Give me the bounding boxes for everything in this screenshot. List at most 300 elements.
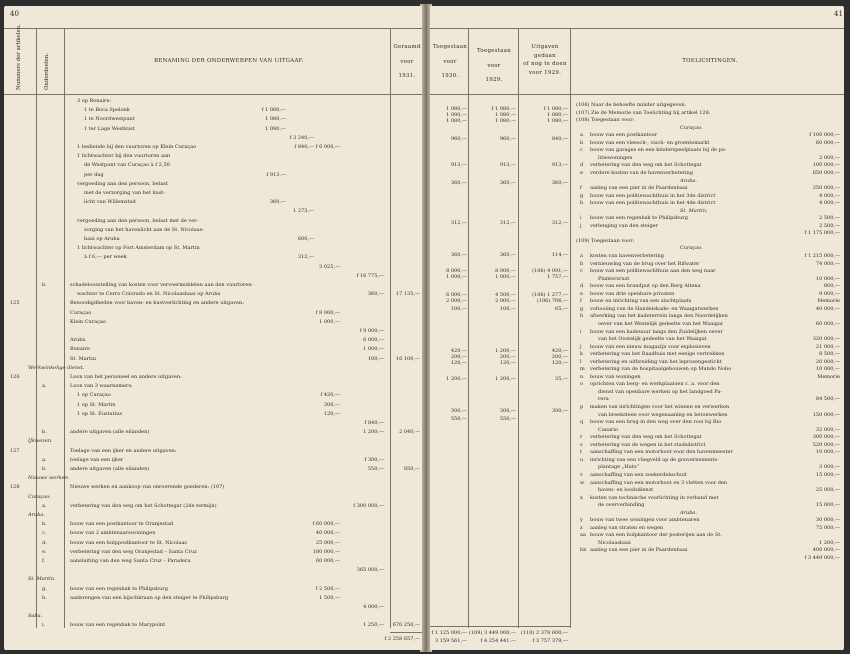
header-uitgaven-line: Uitgaven — [531, 44, 559, 50]
header-bottom-rule — [430, 94, 844, 95]
line-amount: 312,— — [297, 254, 314, 261]
header-geraamd-line: 1931. — [398, 73, 416, 79]
note-amount: 650 000,— — [812, 169, 840, 176]
note-amount: 10 000,— — [815, 275, 840, 282]
note-key: n — [580, 373, 584, 380]
right-total-c0b: 3 159 561,— — [434, 638, 467, 644]
note-key: f — [580, 298, 582, 305]
line-text: andere uitgaven (alle eilanden) — [70, 429, 150, 436]
line-text: vergoeding aan den persoon, belast met de ver- — [77, 217, 199, 224]
right-total-c0: f 1 125 000,— — [431, 630, 467, 636]
line-text: Curaçao. — [28, 493, 51, 500]
note-text: Curaçao. — [680, 124, 703, 131]
note-amount: f 3 449 000,— — [804, 555, 840, 561]
note-amount: 2 000,— — [819, 154, 840, 161]
note-text: bouw van een kadeuuur langs den Zuidelijken oever — [590, 328, 723, 335]
right-page — [430, 6, 844, 650]
amount-cell: (106) 1 277,— — [532, 292, 568, 298]
amount-cell: 550,— — [499, 416, 516, 422]
line-text: de Westpunt van Curaçao à f 2,50 — [84, 162, 170, 169]
line-text: 1 lichtwachter op Fort Amsterdam op St. Martin — [77, 245, 200, 252]
header-toelichtingen: TOELICHTINGEN. — [682, 58, 738, 64]
note-text: verbetering van den weg om het Schottegat — [590, 434, 702, 441]
amount-cell: (106) 706,— — [536, 298, 568, 304]
header-geraamd — [392, 44, 422, 80]
line-amount: f 3 240,— — [289, 134, 314, 141]
note-key: d — [580, 283, 584, 290]
note-text: afwerking van het kadeterrein langs den Noordelijken — [590, 313, 728, 320]
line-text: 1 te Noordwestpunt — [84, 116, 135, 123]
line-amount: f 16 775,— — [356, 272, 384, 279]
note-amount: 10 000,— — [815, 366, 840, 373]
line-text: Curaçao — [70, 309, 92, 316]
note-text: verbetering van den weg om het Schottegat — [590, 162, 702, 169]
onderdeel-letter: i. — [42, 622, 46, 629]
onderdeel-letter: e. — [42, 548, 47, 555]
amount-cell: 913,— — [499, 162, 516, 168]
amount-cell: 2 000,— — [495, 298, 516, 304]
line-amount: 1 080,— — [265, 125, 286, 132]
note-text: aanschaffing van een motorboot voor den havenmeester — [590, 449, 733, 456]
note-key: e — [580, 290, 583, 297]
amount-cell: 65,— — [555, 306, 568, 312]
note-amount: 100 000,— — [812, 162, 840, 169]
onderdeel-letter: a. — [42, 383, 47, 390]
line-amount: 180 000,— — [312, 548, 340, 555]
note-text: (108) Toegestaan voor: — [576, 117, 635, 124]
amount-cell: 200,— — [551, 354, 568, 360]
amount-cell: f 1 080,— — [543, 106, 568, 112]
line-amount: 100,— — [367, 355, 384, 362]
note-key: w — [580, 479, 585, 486]
line-amount: 550,— — [367, 466, 384, 472]
note-text: dienst van openbare werken op het landgoed Pa- — [598, 388, 723, 395]
amount-cell: 1 200,— — [495, 348, 516, 354]
note-amount: 15 000,— — [815, 471, 840, 478]
amount-cell: 913,— — [551, 162, 568, 168]
line-text: IJkwezen. — [28, 438, 53, 445]
line-text: toelage van een ijker — [70, 456, 124, 463]
note-text: bouw en inrichting van een slachtplaats — [590, 298, 692, 305]
line-text: bouw van 2 ambtenaarswoningen — [70, 530, 156, 537]
line-amount: f 6 000,— — [315, 144, 340, 150]
article-number: 126 — [10, 374, 20, 380]
note-amount: 150 000,— — [812, 411, 840, 418]
note-text: maken van inrichtingen voor het winnen en verwerken — [590, 404, 730, 410]
line-text: 1 ter Lage Westkust — [84, 125, 135, 132]
line-text: bouw van een regenbak te Philipsburg — [70, 585, 168, 592]
left-total: f 2 258 657,— — [384, 636, 420, 642]
note-text: (109) Toegestaan voor: — [576, 237, 635, 244]
note-key: e — [580, 169, 583, 176]
amount-cell: 6 000,— — [446, 292, 467, 298]
amount-cell: 1 200,— — [495, 376, 516, 382]
note-amount: Memorie — [817, 298, 840, 305]
note-amount: f 1 175 000,— — [804, 230, 840, 237]
note-key: l — [580, 358, 582, 365]
amount-cell: 200,— — [450, 354, 467, 360]
line-amount: 1 250,— — [363, 622, 384, 629]
note-text: litiewoningen — [598, 154, 633, 161]
line-text: andere uitgaven (alle eilanden) — [70, 466, 150, 472]
onderdeel-letter: b. — [42, 466, 47, 472]
amount-cell: 1 080,— — [495, 112, 516, 118]
line-amount: 1 080,— — [265, 116, 286, 123]
line-amount: f 8 000,— — [315, 309, 340, 316]
note-text: bouw van een hulpkantoor der posterijen aan de St. — [590, 532, 722, 539]
header-top-rule — [4, 28, 422, 29]
note-text: verlenging van den steiger — [590, 222, 659, 229]
note-text: Plantersrust — [598, 275, 630, 282]
amount-cell: 2 000,— — [446, 298, 467, 304]
amount-cell: 1 000,— — [446, 274, 467, 280]
note-text: aanschaffing van een zoekerdekschuit — [590, 471, 687, 478]
note-key: aa — [580, 532, 586, 539]
line-text: 1 op St. Martin — [77, 401, 116, 408]
amount-cell: 360,— — [499, 252, 516, 258]
note-text: St. Martin. — [680, 207, 708, 214]
amount-cell: 840,— — [551, 136, 568, 142]
onderdeel-letter: b. — [42, 429, 47, 436]
note-text: rera — [598, 396, 609, 403]
note-key: k — [580, 351, 584, 358]
note-text: aanleg van een pier in de Paardenbaai — [590, 185, 688, 192]
note-amount: 74 000,— — [815, 260, 840, 267]
article-number: 127 — [10, 447, 20, 454]
line-text: Klein Curaçao — [70, 318, 106, 325]
header-benaming: BENAMING DER ONDERWERPEN VAN UITGAAF. — [154, 58, 304, 64]
note-key: h — [580, 200, 584, 207]
column-rule — [36, 28, 37, 628]
line-amount: f 60 000,— — [312, 521, 340, 528]
amount-cell: 8 000,— — [495, 268, 516, 274]
line-text: schadeloosstelling van kosten voor vervoermiddelen aan den vuurtoren- — [70, 282, 254, 288]
amount-cell: 360,— — [499, 180, 516, 186]
amount-cell: 1 000,— — [495, 274, 516, 280]
onderdeel-letter: d. — [42, 539, 47, 546]
line-text: à f 6,— per week — [84, 254, 127, 261]
note-key: y — [580, 517, 583, 524]
note-amount: 800,— — [823, 283, 840, 290]
note-text: kosten van technische voorlichting in verband met — [590, 494, 719, 501]
note-key: p — [580, 404, 584, 410]
note-text: bouw van een brandput op den Berg Altena — [590, 283, 701, 290]
note-text: aanleg van een pier in de Paardenbaai — [590, 547, 688, 554]
note-text: bouw van een nieuw magazijn voor explosieven — [590, 343, 711, 350]
amount-cell: 360,— — [450, 252, 467, 258]
amount-cell: 913,— — [450, 162, 467, 168]
line-amount: 360,— — [367, 291, 384, 298]
note-amount: 1 200,— — [819, 539, 840, 546]
note-text: aanleg van straten en wegen — [590, 524, 664, 531]
total-rule — [390, 632, 422, 633]
header-bestaan — [432, 44, 468, 80]
note-key: s — [580, 441, 583, 448]
line-amount: 365 000,— — [356, 567, 384, 574]
note-amount: 15 000,— — [815, 502, 840, 509]
note-amount: 32 000,— — [815, 426, 840, 433]
onderdeel-letter: g. — [42, 585, 47, 592]
note-amount: 520 000,— — [812, 441, 840, 448]
line-amount: 25 000,— — [315, 539, 340, 546]
note-key: a — [580, 253, 583, 259]
note-text: de oververbinding — [598, 502, 645, 509]
note-key: g — [580, 192, 584, 199]
note-amount: 320 000,— — [812, 336, 840, 343]
line-amount: 300,— — [323, 401, 340, 408]
onderdeel-letter: h. — [42, 594, 47, 601]
line-amount: 670 250,— — [392, 622, 420, 629]
note-text: bouw van een brug in den weg over den rooi bij Rio — [590, 419, 722, 426]
line-text: Bonaire — [70, 346, 90, 353]
note-amount: Memorie — [817, 373, 840, 380]
line-text: zorging van het havenlicht aan de St. Nicolaas- — [84, 226, 204, 233]
note-text: Aruba. — [680, 177, 697, 184]
amount-cell: 1 080,— — [495, 118, 516, 124]
line-amount: f 2 500,— — [315, 585, 340, 592]
amount-cell: 8 000,— — [446, 268, 467, 274]
note-amount: f 1 215 000,— — [804, 253, 840, 259]
header-bestaan-line: Toegestaan — [432, 44, 468, 50]
amount-cell: 300,— — [551, 408, 568, 414]
header-geraamd-line: voor — [400, 58, 414, 65]
header-bestaan-line: 1930. — [441, 73, 459, 79]
amount-cell: 1 757,— — [547, 274, 568, 280]
line-text: verbetering van den weg om het Schottegat (2de termijn) — [70, 502, 217, 509]
line-text: bouw van een regenbak te Marypoint — [70, 622, 166, 629]
line-amount: 1 200,— — [363, 429, 384, 436]
note-text: bouw van een politiewachthuis in het 3de district — [590, 192, 716, 199]
line-text: Aruba — [70, 337, 86, 344]
note-key: h — [580, 313, 584, 320]
amount-cell: (106) 4 091,— — [532, 268, 568, 274]
note-key: g — [580, 305, 584, 312]
right-total-c3: (110) 2 378 600,— — [520, 630, 568, 636]
line-text: per dag — [84, 171, 104, 178]
line-text: licht van Willemstad — [84, 199, 136, 206]
line-text: 1 lichtwachter bij den vuurtoren aan — [77, 153, 171, 160]
right-total-c1: (109) 3 449 000,— — [468, 630, 516, 636]
line-text: 1 te Boca Spelonk — [84, 107, 130, 114]
note-text: verbetering en uitbreiding van het leprozengesticht — [590, 358, 722, 365]
line-text: Loon van het personeel en andere uitgaven: — [70, 374, 182, 380]
line-text: bouw van een hulppostkantoor te St. Nicolaas — [70, 539, 187, 546]
note-amount: 3 000,— — [819, 464, 840, 471]
note-key: r — [580, 434, 583, 441]
line-text: Benoodigdheden voor haven- en kustverlichting en andere uitgaven: — [70, 300, 244, 307]
note-amount: 9 000,— — [819, 290, 840, 297]
amount-cell: 960,— — [450, 136, 467, 142]
line-amount: 1 000,— — [319, 318, 340, 325]
line-amount: f 840,— — [364, 420, 384, 426]
note-key: c — [580, 268, 583, 275]
header-bestaan-line: voor — [443, 58, 457, 65]
header-toegestaan-line: 1929. — [485, 77, 503, 83]
note-text: vernieuwing van de brug over het Rifwater — [590, 260, 700, 267]
note-text: inrichting van een vliegveld op de gouvernements- — [590, 456, 719, 463]
line-text: Saba. — [28, 613, 43, 620]
right-total-c3b: f 3 757 379,— — [532, 638, 568, 644]
note-text: Curaçao. — [680, 245, 703, 252]
amount-cell: 4 500,— — [495, 292, 516, 298]
note-text: oprichten van berg- en werkplaatsen c. a. voor den — [590, 381, 720, 388]
note-text: van breeksteen voor wegenaanleg en betonwerken — [598, 411, 728, 418]
header-toegestaan-line: voor — [487, 62, 501, 69]
note-text: bouw van garages en een kinderspeelplaats bij de po- — [590, 147, 727, 154]
amount-cell: 100,— — [450, 306, 467, 312]
note-text: verbetering van het Raadhuis met eenige vertrekken — [590, 351, 725, 358]
amount-cell: 120,— — [450, 360, 467, 366]
note-text: aanschaffing van een motorboot en 3 vletten voor den — [590, 479, 728, 486]
note-text: plantage „Hato” — [598, 464, 640, 471]
note-key: d — [580, 162, 584, 169]
amount-cell: 300,— — [499, 408, 516, 414]
onderdeel-letter: f. — [42, 558, 46, 564]
line-text: St. Martin. — [28, 576, 56, 583]
line-amount: f 420,— — [320, 392, 340, 399]
note-amount: 10 000,— — [815, 449, 840, 456]
note-text: bouw van een vleesch-, visch- en groentemarkt — [590, 139, 710, 146]
amount-cell: 300,— — [450, 408, 467, 414]
line-text: 3 op Bonaire: — [77, 98, 112, 104]
line-amount: 1 000,— — [363, 346, 384, 353]
line-amount: 6 000,— — [363, 337, 384, 344]
header-top-rule — [430, 28, 844, 29]
note-text: Aruba. — [680, 509, 697, 516]
line-amount: f 840,— — [294, 144, 314, 150]
header-uitgaven-line: gedaan — [534, 52, 556, 59]
line-text: Loon van 3 waarnemers: — [70, 383, 133, 390]
onderdeel-letter: a. — [42, 502, 47, 509]
line-amount: 850,— — [403, 466, 420, 472]
amount-cell: 360,— — [450, 180, 467, 186]
note-amount: 300 000,— — [812, 434, 840, 441]
note-key: i — [580, 328, 582, 335]
amount-cell: 550,— — [450, 416, 467, 422]
line-amount: 120,— — [323, 410, 340, 417]
line-text: 1 op St. Eustatius — [77, 410, 123, 417]
line-text: aanbrengen van een hijschkraan op den steiger te Philipsburg — [70, 594, 229, 601]
column-rule — [518, 28, 519, 628]
column-rule — [570, 28, 571, 628]
note-text: bouw van twee woningen voor ambtenaren — [590, 517, 700, 524]
note-key: c — [580, 147, 583, 154]
amount-cell: 1 200,— — [446, 376, 467, 382]
line-amount: 16 100,— — [395, 355, 420, 362]
amount-cell: 312,— — [551, 220, 568, 226]
line-amount: f 913,— — [266, 171, 286, 178]
line-text: Nieuwe werken en aankoop van onroerende goederen: (107) — [70, 484, 225, 491]
line-text: wachter te Cerro Colorado en St. Nicolaasbaai op Aruba — [77, 291, 221, 298]
note-amount: 75 000,— — [815, 524, 840, 531]
note-text: verdere kosten van de havenverbetering — [590, 169, 693, 176]
line-text: verbetering van den weg Oranjestad – Santa Cruz — [70, 548, 197, 555]
note-text: (106) Naar de behoefte minder uitgegeven. — [576, 102, 687, 108]
line-amount: 600,— — [297, 236, 314, 242]
amount-cell: 114,— — [551, 252, 568, 258]
note-text: haven- en loodsdienst — [598, 487, 654, 494]
note-amount: f 100 000,— — [809, 132, 840, 139]
line-amount: f 1 080,— — [261, 107, 286, 114]
note-key: b — [580, 139, 584, 146]
article-number: 128 — [10, 484, 20, 491]
onderdeel-letter: c. — [42, 530, 47, 537]
note-text: Nicolaasbaai — [598, 539, 631, 546]
header-geraamd-line: Geraamd — [393, 44, 421, 50]
line-amount: 1 500,— — [319, 594, 340, 601]
line-amount: f 300,— — [364, 456, 384, 463]
line-amount: 3 025,— — [319, 263, 340, 270]
line-text: 1 bediende bij den vuurtoren op Klein Curaçao — [77, 144, 197, 150]
note-amount: 2 500,— — [819, 222, 840, 229]
note-amount: 2 500,— — [819, 215, 840, 222]
amount-cell: 1 080,— — [547, 112, 568, 118]
note-key: o — [580, 381, 584, 388]
note-amount: 30 000,— — [815, 517, 840, 524]
note-amount: 21 000,— — [815, 343, 840, 350]
line-text: Toelage van een ijker en andere uitgaven: — [70, 447, 177, 454]
note-amount: 4 000,— — [819, 192, 840, 199]
note-text: verbetering van de wegen in het stadsdistrict — [590, 441, 706, 448]
note-key: bb — [580, 547, 587, 554]
note-amount: 20 000,— — [815, 358, 840, 365]
onderdeel-letter: b. — [42, 282, 47, 288]
amount-cell: 420,— — [551, 348, 568, 354]
amount-cell: 35,— — [555, 376, 568, 382]
line-text: aansluiting van den weg Santa Cruz – Paradera — [70, 558, 191, 564]
note-text: kosten van havenverbetering — [590, 253, 664, 259]
line-amount: f 300 000,— — [353, 502, 384, 509]
note-key: z — [580, 524, 583, 531]
amount-cell: 100,— — [499, 306, 516, 312]
note-key: m — [580, 366, 585, 373]
note-key: j — [580, 343, 582, 350]
header-uitgaven — [520, 44, 570, 76]
note-amount: 60 000,— — [815, 320, 840, 327]
amount-cell: 420,— — [450, 348, 467, 354]
note-text: verbetering van de hospitaalgebouwen op Mundo Nobo — [590, 366, 732, 373]
header-toegestaan — [470, 48, 518, 84]
page-number: 41 — [834, 10, 843, 18]
note-text: bouw van drie openbare privaten — [590, 290, 675, 297]
line-amount: 17 135,— — [395, 291, 420, 298]
line-text: Aruba. — [28, 512, 45, 518]
amount-cell: 200,— — [499, 354, 516, 360]
amount-cell: 960,— — [499, 136, 516, 142]
line-text: St. Martin — [70, 355, 96, 362]
note-key: a — [580, 132, 583, 139]
line-amount: 360,— — [269, 199, 286, 206]
header-toegestaan-line: Toegestaan — [476, 48, 512, 54]
amount-cell: f 1 080,— — [491, 106, 516, 112]
note-text: voltooiing van de Handelskade- en Waaigatwerken — [590, 305, 719, 312]
line-amount: 2 040,— — [399, 429, 420, 436]
note-amount: 250 000,— — [812, 185, 840, 192]
line-text: vergoeding aan den persoon, belast — [77, 180, 168, 187]
note-key: t — [580, 449, 583, 456]
line-text: Nieuwe werken. — [28, 475, 70, 482]
header-nummers: Nummers der artikelen. — [16, 24, 22, 90]
column-rule — [468, 28, 469, 628]
note-key: j — [580, 222, 582, 229]
amount-cell: 312,— — [499, 220, 516, 226]
header-uitgaven-line: of nog te doen — [523, 61, 567, 67]
line-amount: 60 000,— — [315, 558, 340, 564]
note-key: u — [580, 456, 584, 463]
amount-cell: 312,— — [450, 220, 467, 226]
amount-cell: 1 080,— — [446, 118, 467, 124]
note-text: bouw van een postkantoor — [590, 132, 658, 139]
